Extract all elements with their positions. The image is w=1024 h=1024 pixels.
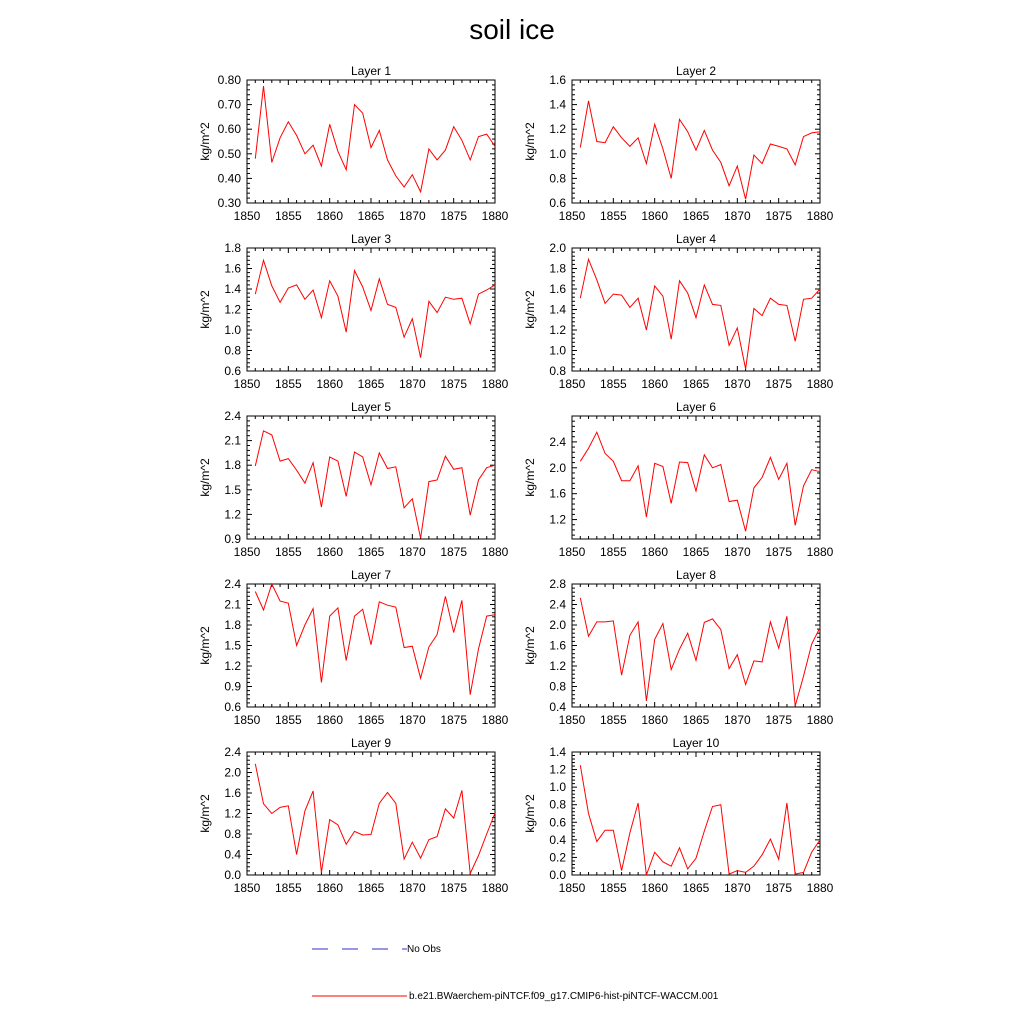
figure-title: soil ice <box>469 14 555 45</box>
y-tick-label: 0.8 <box>549 679 566 694</box>
y-tick-label: 0.2 <box>549 850 566 865</box>
series-line <box>580 259 820 369</box>
y-tick-label: 1.2 <box>224 659 241 673</box>
y-tick-label: 2.0 <box>549 460 566 475</box>
y-axis-label: kg/m^2 <box>523 290 537 329</box>
x-tick-label: 1865 <box>682 713 710 727</box>
y-tick-label: 1.4 <box>549 745 566 759</box>
x-tick-label: 1860 <box>641 377 669 391</box>
series-line <box>580 598 820 706</box>
y-tick-label: 1.2 <box>224 507 241 522</box>
y-tick-label: 1.6 <box>224 261 241 276</box>
y-axis-label: kg/m^2 <box>523 794 537 833</box>
y-tick-label: 0.8 <box>224 343 241 358</box>
x-tick-label: 1860 <box>316 545 344 559</box>
x-tick-label: 1880 <box>481 545 509 559</box>
x-tick-label: 1855 <box>274 881 302 895</box>
y-tick-label: 2.0 <box>224 765 241 780</box>
x-tick-label: 1865 <box>357 713 385 727</box>
x-tick-label: 1865 <box>682 881 710 895</box>
x-tick-label: 1855 <box>599 545 627 559</box>
x-tick-label: 1875 <box>440 881 468 895</box>
panel-title: Layer 9 <box>350 736 392 750</box>
x-tick-label: 1860 <box>316 881 344 895</box>
series-line <box>255 764 495 874</box>
x-tick-label: 1870 <box>723 377 751 391</box>
y-tick-label: 0.0 <box>549 868 566 882</box>
y-tick-label: 1.0 <box>549 780 566 795</box>
y-tick-label: 1.0 <box>549 146 566 161</box>
x-tick-label: 1850 <box>233 377 261 391</box>
panel-title: Layer 3 <box>350 232 392 246</box>
y-tick-label: 2.8 <box>549 577 566 591</box>
panel-layer-7 <box>198 568 509 727</box>
y-tick-label: 2.0 <box>549 241 566 255</box>
x-tick-label: 1860 <box>641 209 669 223</box>
y-tick-label: 1.2 <box>224 806 241 821</box>
y-tick-label: 2.1 <box>224 433 241 448</box>
x-tick-label: 1875 <box>765 377 793 391</box>
plot-frame <box>572 416 820 539</box>
plot-frame <box>572 752 820 875</box>
y-tick-label: 0.60 <box>217 122 241 137</box>
plot-frame <box>572 80 820 203</box>
panel-layer-4 <box>523 232 834 391</box>
x-tick-label: 1850 <box>558 881 586 895</box>
y-tick-label: 0.8 <box>549 171 566 186</box>
y-tick-label: 1.4 <box>549 97 566 112</box>
x-tick-label: 1875 <box>765 713 793 727</box>
y-tick-label: 0.4 <box>224 847 241 862</box>
x-tick-label: 1860 <box>316 209 344 223</box>
x-tick-label: 1870 <box>398 713 426 727</box>
x-tick-label: 1855 <box>274 209 302 223</box>
x-tick-label: 1850 <box>558 545 586 559</box>
panel-title: Layer 6 <box>675 400 717 414</box>
y-tick-label: 1.2 <box>549 659 566 673</box>
y-tick-label: 0.80 <box>217 73 241 87</box>
y-tick-label: 0.70 <box>217 97 241 112</box>
y-tick-label: 1.0 <box>549 343 566 358</box>
y-tick-label: 1.8 <box>549 261 566 276</box>
y-axis-label: kg/m^2 <box>198 122 212 161</box>
y-tick-label: 1.6 <box>224 786 241 800</box>
y-tick-label: 1.6 <box>549 486 566 501</box>
series-line <box>255 584 495 695</box>
y-tick-label: 1.8 <box>224 458 241 473</box>
y-tick-label: 2.0 <box>549 618 566 632</box>
y-tick-label: 2.4 <box>224 409 241 423</box>
x-tick-label: 1855 <box>599 713 627 727</box>
panel-layer-1 <box>198 64 509 223</box>
x-tick-label: 1855 <box>599 209 627 223</box>
x-tick-label: 1865 <box>357 545 385 559</box>
y-tick-label: 0.0 <box>224 868 241 882</box>
y-tick-label: 0.50 <box>217 146 241 161</box>
x-tick-label: 1870 <box>723 545 751 559</box>
series-line <box>255 86 495 192</box>
y-tick-label: 0.8 <box>549 364 566 378</box>
x-tick-label: 1865 <box>357 881 385 895</box>
plot-frame <box>247 80 495 203</box>
y-tick-label: 0.4 <box>549 700 566 714</box>
legend-model <box>312 990 718 1002</box>
x-tick-label: 1875 <box>440 209 468 223</box>
x-tick-label: 1860 <box>641 881 669 895</box>
panel-layer-8 <box>523 568 834 727</box>
y-axis-label: kg/m^2 <box>198 458 212 497</box>
y-axis-label: kg/m^2 <box>198 290 212 329</box>
x-tick-label: 1880 <box>481 881 509 895</box>
x-tick-label: 1880 <box>481 209 509 223</box>
panel-layer-3 <box>198 232 509 391</box>
panel-layer-9 <box>198 736 509 895</box>
y-axis-label: kg/m^2 <box>198 794 212 833</box>
x-tick-label: 1855 <box>274 377 302 391</box>
x-tick-label: 1870 <box>398 881 426 895</box>
y-tick-label: 1.2 <box>224 302 241 317</box>
legend-obs <box>312 943 441 955</box>
x-tick-label: 1850 <box>558 713 586 727</box>
x-tick-label: 1870 <box>723 713 751 727</box>
x-tick-label: 1860 <box>316 377 344 391</box>
x-tick-label: 1870 <box>723 881 751 895</box>
x-tick-label: 1870 <box>723 209 751 223</box>
panel-title: Layer 1 <box>350 64 392 78</box>
y-tick-label: 0.6 <box>549 815 566 830</box>
x-tick-label: 1870 <box>398 377 426 391</box>
x-tick-label: 1860 <box>316 713 344 727</box>
panel-title: Layer 2 <box>675 64 717 78</box>
plot-frame <box>572 248 820 371</box>
x-tick-label: 1850 <box>558 209 586 223</box>
y-tick-label: 1.5 <box>224 482 241 497</box>
y-tick-label: 0.8 <box>549 797 566 812</box>
panel-title: Layer 7 <box>350 568 392 582</box>
y-tick-label: 1.5 <box>224 638 241 653</box>
panel-title: Layer 4 <box>675 232 717 246</box>
x-tick-label: 1850 <box>558 377 586 391</box>
plot-frame <box>572 584 820 707</box>
plot-frame <box>247 752 495 875</box>
y-tick-label: 0.6 <box>224 700 241 714</box>
x-tick-label: 1865 <box>682 545 710 559</box>
x-tick-label: 1850 <box>233 713 261 727</box>
legend-obs-line <box>312 943 407 955</box>
x-tick-label: 1865 <box>682 377 710 391</box>
series-line <box>580 101 820 199</box>
x-tick-label: 1865 <box>682 209 710 223</box>
y-tick-label: 1.0 <box>224 323 241 337</box>
y-tick-label: 1.6 <box>549 282 566 296</box>
x-tick-label: 1875 <box>765 881 793 895</box>
series-line <box>255 260 495 357</box>
x-tick-label: 1880 <box>806 209 834 223</box>
y-tick-label: 0.6 <box>224 364 241 378</box>
x-tick-label: 1855 <box>274 545 302 559</box>
y-tick-label: 1.4 <box>549 302 566 317</box>
series-line <box>580 765 820 875</box>
y-tick-label: 2.4 <box>549 597 566 612</box>
y-tick-label: 1.2 <box>549 512 566 527</box>
y-axis-label: kg/m^2 <box>523 122 537 161</box>
x-tick-label: 1875 <box>440 545 468 559</box>
y-tick-label: 0.9 <box>224 679 241 694</box>
x-tick-label: 1870 <box>398 209 426 223</box>
x-tick-label: 1875 <box>440 713 468 727</box>
x-tick-label: 1875 <box>765 545 793 559</box>
x-tick-label: 1875 <box>440 377 468 391</box>
x-tick-label: 1855 <box>274 713 302 727</box>
y-axis-label: kg/m^2 <box>523 626 537 665</box>
y-tick-label: 1.8 <box>224 241 241 255</box>
y-tick-label: 1.4 <box>224 282 241 296</box>
y-tick-label: 1.2 <box>549 323 566 337</box>
x-tick-label: 1850 <box>233 881 261 895</box>
panel-layer-2 <box>523 64 834 223</box>
y-tick-label: 1.2 <box>549 122 566 137</box>
y-tick-label: 0.9 <box>224 532 241 546</box>
y-tick-label: 2.4 <box>549 434 566 449</box>
x-tick-label: 1865 <box>357 209 385 223</box>
y-tick-label: 0.40 <box>217 171 241 186</box>
legend-obs-label: No Obs <box>407 943 441 955</box>
y-tick-label: 0.30 <box>217 196 241 210</box>
x-tick-label: 1855 <box>599 881 627 895</box>
panel-title: Layer 10 <box>672 736 720 750</box>
x-tick-label: 1880 <box>806 881 834 895</box>
x-tick-label: 1880 <box>481 377 509 391</box>
x-tick-label: 1880 <box>806 713 834 727</box>
x-tick-label: 1880 <box>806 545 834 559</box>
x-tick-label: 1875 <box>765 209 793 223</box>
y-tick-label: 1.8 <box>224 618 241 632</box>
panel-layer-5 <box>198 400 509 559</box>
y-tick-label: 2.4 <box>224 577 241 591</box>
x-tick-label: 1880 <box>806 377 834 391</box>
y-tick-label: 0.4 <box>549 832 566 847</box>
x-tick-label: 1850 <box>233 545 261 559</box>
x-tick-label: 1850 <box>233 209 261 223</box>
panel-layer-6 <box>523 400 834 559</box>
y-tick-label: 2.1 <box>224 597 241 612</box>
series-line <box>255 431 495 538</box>
panel-title: Layer 5 <box>350 400 392 414</box>
x-tick-label: 1880 <box>481 713 509 727</box>
x-tick-label: 1860 <box>641 545 669 559</box>
y-tick-label: 1.6 <box>549 73 566 87</box>
y-tick-label: 1.6 <box>549 638 566 653</box>
x-tick-label: 1865 <box>357 377 385 391</box>
series-line <box>580 432 820 531</box>
x-tick-label: 1860 <box>641 713 669 727</box>
y-tick-label: 0.6 <box>549 196 566 210</box>
y-tick-label: 0.8 <box>224 827 241 841</box>
panel-title: Layer 8 <box>675 568 717 582</box>
panel-layer-10 <box>523 736 834 895</box>
y-tick-label: 2.4 <box>224 745 241 759</box>
legend-model-label: b.e21.BWaerchem-piNTCF.f09_g17.CMIP6-hist-piNTCF-WACCM.001 <box>409 990 719 1002</box>
y-axis-label: kg/m^2 <box>523 458 537 497</box>
y-tick-label: 1.2 <box>549 762 566 777</box>
plot-frame <box>247 416 495 539</box>
x-tick-label: 1855 <box>599 377 627 391</box>
y-axis-label: kg/m^2 <box>198 626 212 665</box>
legend-model-line <box>312 990 409 1002</box>
x-tick-label: 1870 <box>398 545 426 559</box>
